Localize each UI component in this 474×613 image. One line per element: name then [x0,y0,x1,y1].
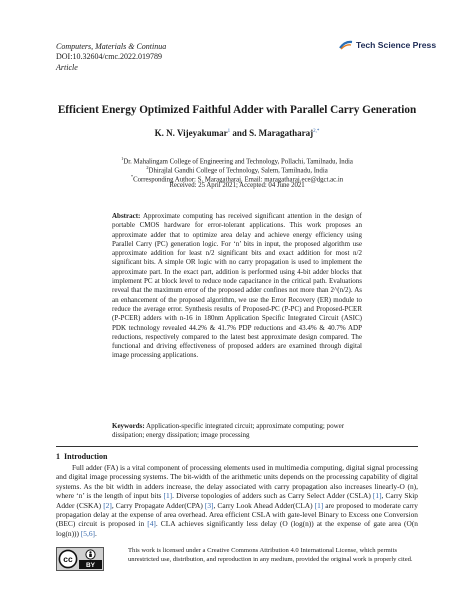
citation-link[interactable]: [5,6] [80,528,96,538]
citation-link[interactable]: [1] [314,500,324,510]
intro-text: . Diverse topologies of adders such as Carry Select Adder (CSLA) [172,491,373,501]
journal-name: Computers, Materials & Continua [56,42,167,51]
intro-text: are proposed to moderate carry propagation delay at the expense of area overhead. Area efficient CSLA with gate-level Binary to Excess one Conversion (BEC) circuit is proposed in [56,500,418,529]
affil-mark: * [130,174,134,179]
citation-link[interactable]: [4] [147,519,156,529]
introduction-paragraph [56,463,418,538]
keywords-label: Keywords: [112,422,145,430]
citation-link[interactable]: [1] [163,491,173,501]
cc-icon [58,549,78,569]
article-type: Article [56,63,78,72]
keywords-text: Application-specific integrated circuit; approximate computing; power dissipation; energy dissipation; image processing [112,422,345,440]
cc-by-license-badge[interactable] [56,547,104,571]
by-attribution-icon [79,549,102,569]
affil-mark: 2 [146,165,149,170]
intro-text: . CLA achieves significantly less delay (O (log(n)) at the expense of gate area (O(n log(n))) [56,519,418,538]
abstract-text: Approximate computing has received significant attention in the design of portable CMOS hardware for error-tolerant applications. This work proposes an approximate adder that to optimize area delay and achieve energy efficiency using Parallel Carry (PC) generation logic. For ‘n’ bits in input, the proposed algorithm use approximate addition for least n/2 significant bits and exact addition for most n/2 significant bits. A simple OR logic with no carry propagation is used to implement the approximate part. In the exact part, addition is performed using 4-bit adder blocks that implement PC at block level to reduce node capacitance in the critical path. Evaluations reveal that the maximum error of the proposed adder confines not more than 2^(n/2). As an enhancement of the proposed algorithm, we use the Error Recovery (ER) module to reduce the average error. Synthesis results of Proposed-PC (P-PC) and Proposed-PCER (P-PCER) adders with n-16 in 180nm Application Specific Integrated Circuit (ASIC) PDK technology revealed 44.2% & 41.7% PDP reductions and 43.4% & 40.7% ADP reductions, respectively compared to the latest best approximate design compared. The functional and driving effectiveness of proposed adders are examined through digital image processing applications. [112,212,362,360]
author-name[interactable]: K. N. Vijeyakumar [154,128,228,138]
doi[interactable]: DOI:10.32604/cmc.2022.019789 [56,52,162,61]
section-divider [56,446,418,447]
author-affil-mark: 2,* [313,129,320,134]
section-title: Introduction [64,452,108,461]
author-affil-mark: 1 [227,129,231,134]
intro-text: Full adder (FA) is a vital component of processing elements used in multimedia computing, digital signal processing and digital image processing systems. The bit-width of the arithmetic units depends on the processing capability of digital systems. As the bit width in adders increase, the delay associated with carry propagation also increases linearly-O (n), where ‘n’ is the length of input bits [56,463,418,501]
publisher-swoosh-icon [339,40,353,50]
paper-title: Efficient Energy Optimized Faithful Adder with Parallel Carry Generation [57,104,417,116]
citation-link[interactable]: [3] [204,500,214,510]
affil-text: Corresponding Author: S. Maragatharaj. Email: maragatharaj.ece@dgct.ac.in [133,176,344,184]
cc-badge-text: cc [63,554,73,565]
license-statement: This work is licensed under a Creative Commons Attribution 4.0 International License, which permits unrestricted use, distribution, and reproduction in any medium, provided the original work is properly cited. [128,547,413,563]
publisher-name: Tech Science Press [356,40,437,50]
author-connector: and [230,128,250,138]
received-accepted-dates [0,181,474,190]
by-badge-text: BY [85,562,96,569]
intro-text: . [95,528,97,538]
author-list [0,128,474,138]
affil-mark: 1 [121,156,124,161]
intro-text: , Carry Propagate Adder(CPA) [111,500,205,510]
section-heading [56,452,107,461]
abstract [112,212,362,361]
intro-text: , Carry Skip Adder (CSKA) [56,491,418,510]
dates-text: Received: 25 April 2021; Accepted: 04 June 2021 [169,182,305,189]
intro-text: , Carry Look Ahead Adder(CLA) [213,500,315,510]
affil-text: Dr. Mahalingam College of Engineering and Technology, Pollachi, Tamilnadu, India [123,158,353,166]
section-number: 1 [56,452,60,461]
citation-link[interactable]: [2] [103,500,112,510]
keywords [112,422,362,441]
author-name[interactable]: S. Maragatharaj [249,128,314,138]
publisher-logo [339,40,436,50]
citation-link[interactable]: [1] [372,491,382,501]
affil-text: Dhirajlal Gandhi College of Technology, Salem, Tamilnadu, India [148,167,328,175]
abstract-label: Abstract: [112,212,141,220]
